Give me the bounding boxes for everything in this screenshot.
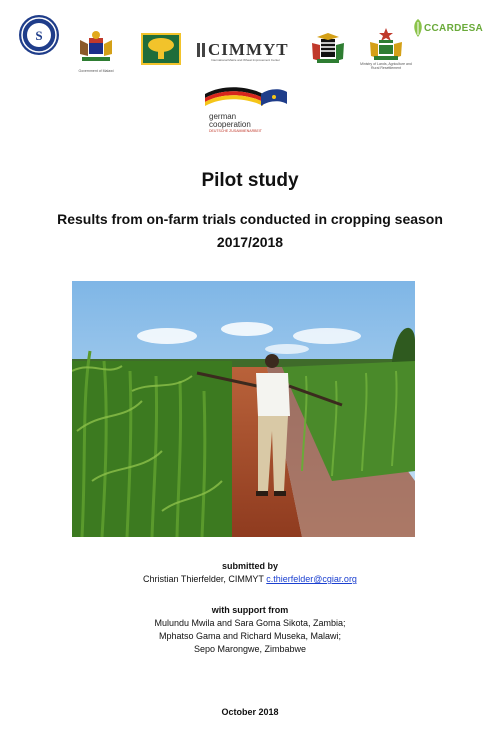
malawi-coat-of-arms — [70, 30, 122, 72]
german-line2: cooperation — [209, 120, 251, 129]
german-cooperation-logo — [203, 84, 289, 134]
page-title: Pilot study — [201, 170, 299, 191]
svg-text:S: S — [35, 28, 43, 43]
publication-date: October 2018 — [221, 707, 279, 717]
submitted-author-line — [0, 573, 500, 586]
maize-field-photo — [72, 281, 415, 537]
author-email-link[interactable]: c.thierfelder@cgiar.org — [266, 574, 357, 584]
zimbabwe-caption: Ministry of Lands, Agriculture and Rural Resettlement — [360, 62, 412, 70]
support-section — [0, 604, 500, 656]
support-line-1: Mulundu Mwila and Sara Goma Sikota, Zambia; — [154, 618, 346, 628]
cimmyt-wordmark: CIMMYT — [208, 40, 289, 59]
zimbabwe-coat-of-arms — [356, 28, 416, 78]
zambia-coat-of-arms — [309, 33, 347, 65]
cimmyt-logo — [197, 41, 294, 65]
submitted-label: submitted by — [221, 561, 278, 571]
subtitle-line-1: Results from on-farm trials conducted in cropping season — [57, 211, 443, 227]
german-line3: DEUTSCHE ZUSAMMENARBEIT — [209, 129, 262, 133]
support-line-3: Sepo Marongwe, Zimbabwe — [193, 644, 307, 654]
submitted-section — [0, 560, 500, 586]
sadc-logo — [18, 14, 60, 56]
baobab-logo — [141, 33, 181, 65]
subtitle-line-2: 2017/2018 — [216, 234, 284, 250]
german-line1: german — [209, 112, 237, 121]
cimmyt-caption: International Maize and Wheat Improvement Center — [211, 58, 280, 62]
ccardesa-logo — [411, 18, 484, 44]
ccardesa-wordmark: CCARDESA — [424, 23, 484, 34]
malawi-caption: Government of Malawi — [78, 69, 114, 73]
support-label: with support from — [211, 605, 289, 615]
support-line-2: Mphatso Gama and Richard Museka, Malawi; — [158, 631, 342, 641]
subtitle — [30, 208, 470, 254]
author-name: Christian Thierfelder, CIMMYT — [143, 574, 264, 584]
